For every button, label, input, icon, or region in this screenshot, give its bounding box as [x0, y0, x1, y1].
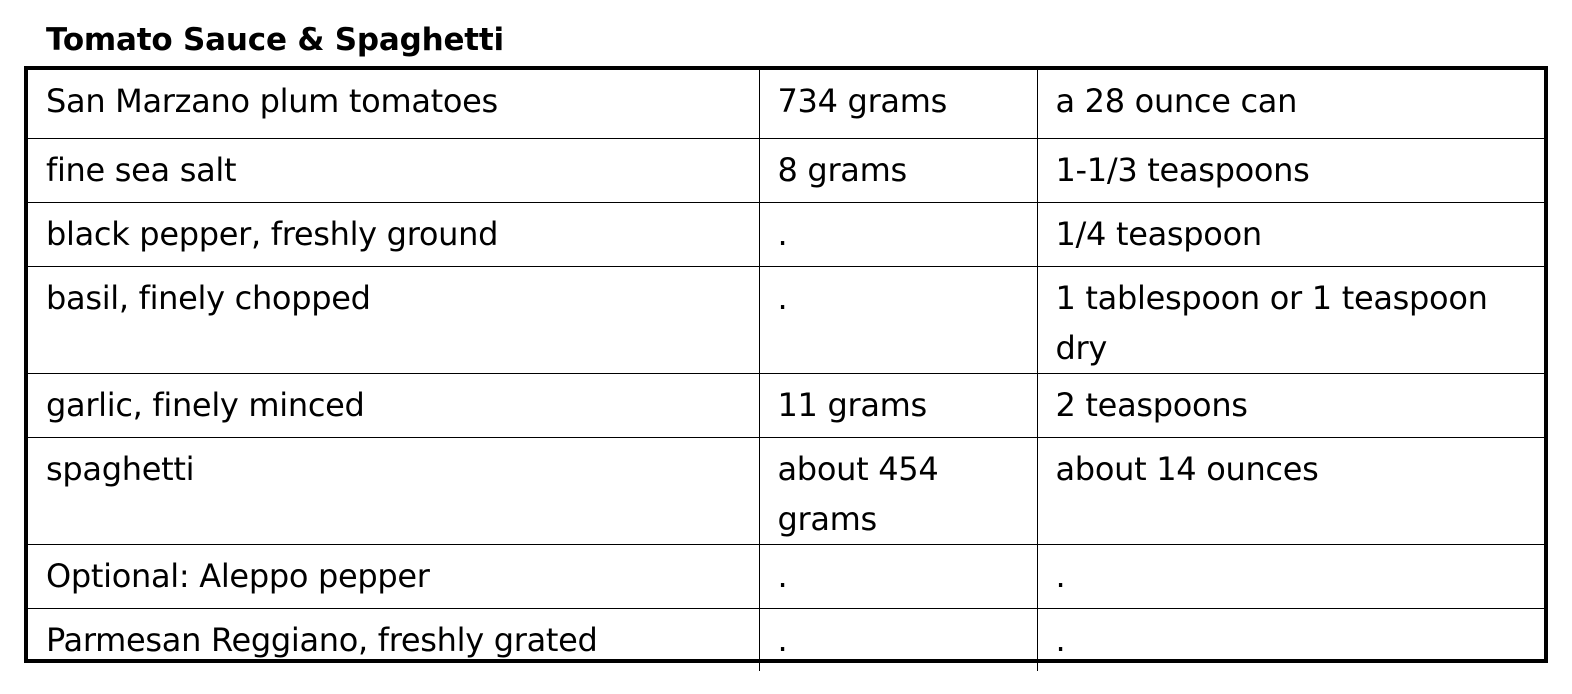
- table-row: [28, 202, 1544, 266]
- imperial-amount: 1-1/3 teaspoons: [1055, 150, 1310, 189]
- ingredients-table: [24, 66, 1548, 663]
- imperial-amount: 1 tablespoon or 1 teaspoon dry: [1055, 278, 1488, 367]
- table-row: [28, 266, 1544, 373]
- metric-amount-cell: [759, 544, 1037, 608]
- ingredient-name: black pepper, freshly ground: [46, 214, 499, 253]
- imperial-amount-cell: [1037, 608, 1544, 671]
- ingredient-name-cell: [28, 138, 759, 202]
- metric-amount: .: [777, 214, 788, 253]
- ingredient-name-cell: [28, 202, 759, 266]
- metric-amount-cell: [759, 202, 1037, 266]
- table-row: [28, 70, 1544, 138]
- imperial-amount: 1/4 teaspoon: [1055, 214, 1262, 253]
- metric-amount: .: [777, 556, 788, 595]
- imperial-amount: .: [1055, 620, 1066, 659]
- metric-amount-cell: [759, 70, 1037, 138]
- metric-amount-cell: [759, 608, 1037, 671]
- imperial-amount-cell: [1037, 138, 1544, 202]
- imperial-amount-cell: [1037, 70, 1544, 138]
- table-row: [28, 373, 1544, 437]
- metric-amount-cell: [759, 373, 1037, 437]
- table-row: [28, 544, 1544, 608]
- imperial-amount: about 14 ounces: [1055, 449, 1319, 488]
- imperial-amount: 2 teaspoons: [1055, 385, 1248, 424]
- ingredient-name-cell: [28, 266, 759, 373]
- imperial-amount-cell: [1037, 544, 1544, 608]
- table-row: [28, 608, 1544, 671]
- imperial-amount-cell: [1037, 266, 1544, 373]
- ingredient-name: garlic, finely minced: [46, 385, 365, 424]
- metric-amount: .: [777, 278, 788, 317]
- ingredient-name-cell: [28, 608, 759, 671]
- imperial-amount-cell: [1037, 437, 1544, 544]
- imperial-amount-cell: [1037, 202, 1544, 266]
- ingredient-name: basil, finely chopped: [46, 278, 371, 317]
- metric-amount-cell: [759, 437, 1037, 544]
- imperial-amount: a 28 ounce can: [1055, 82, 1298, 120]
- metric-amount: about 454 grams: [777, 449, 939, 538]
- ingredient-name: fine sea salt: [46, 150, 237, 189]
- recipe-title: Tomato Sauce & Spaghetti: [46, 22, 504, 58]
- ingredient-name-cell: [28, 373, 759, 437]
- table-row: [28, 437, 1544, 544]
- imperial-amount-cell: [1037, 373, 1544, 437]
- metric-amount: 8 grams: [777, 150, 907, 189]
- metric-amount-cell: [759, 138, 1037, 202]
- metric-amount-cell: [759, 266, 1037, 373]
- table-row: [28, 138, 1544, 202]
- ingredient-name-cell: [28, 70, 759, 138]
- ingredients-table-grid: [28, 70, 1544, 671]
- ingredient-name: Optional: Aleppo pepper: [46, 556, 430, 595]
- ingredient-name-cell: [28, 544, 759, 608]
- metric-amount: .: [777, 620, 788, 659]
- ingredient-name: San Marzano plum tomatoes: [46, 82, 498, 120]
- ingredient-name: spaghetti: [46, 449, 195, 488]
- ingredient-name: Parmesan Reggiano, freshly grated: [46, 620, 598, 659]
- metric-amount: 11 grams: [777, 385, 927, 424]
- ingredient-name-cell: [28, 437, 759, 544]
- metric-amount: 734 grams: [777, 82, 947, 120]
- imperial-amount: .: [1055, 556, 1066, 595]
